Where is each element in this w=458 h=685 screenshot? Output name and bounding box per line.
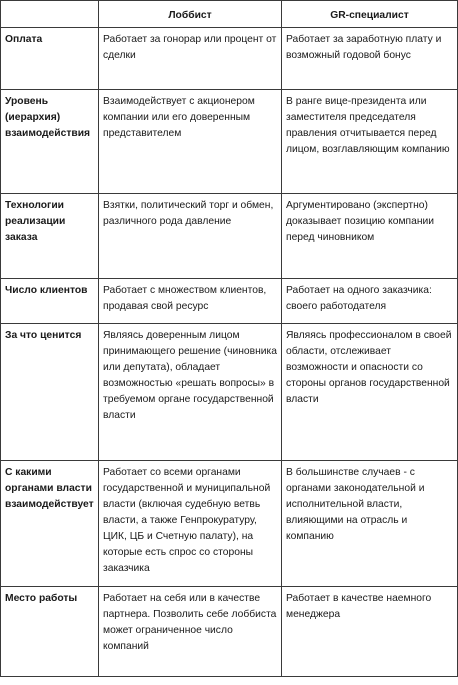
row-label: Место работы [1, 587, 99, 677]
table-row-clients [1, 279, 458, 324]
lobbyist-cell: Взятки, политический торг и обмен, различного рода давление [99, 194, 282, 279]
row-label: Уровень (иерархия) взаимодействия [1, 90, 99, 194]
lobbyist-cell: Работает на себя или в качестве партнера. Позволить себе лоббиста может ограниченное число компаний [99, 587, 282, 677]
gr-cell: Работает на одного заказчика: своего работодателя [282, 279, 458, 324]
gr-cell: Работает за заработную плату и возможный годовой бонус [282, 28, 458, 90]
table-row-hierarchy [1, 90, 458, 194]
gr-cell: В ранге вице-президента или заместителя председателя правления отчитывается перед лицом, возглавляющим компанию [282, 90, 458, 194]
row-label: Число клиентов [1, 279, 99, 324]
lobbyist-cell: Работает с множеством клиентов, продавая свой ресурс [99, 279, 282, 324]
lobbyist-cell: Работает за гонорар или процент от сделки [99, 28, 282, 90]
lobbyist-cell: Взаимодействует с акционером компании или его доверенным представителем [99, 90, 282, 194]
table-row-technologies [1, 194, 458, 279]
header-row [1, 1, 458, 28]
gr-cell: Аргументировано (экспертно) доказывает позицию компании перед чиновником [282, 194, 458, 279]
row-label: За что ценится [1, 324, 99, 461]
table-row-workplace [1, 587, 458, 677]
row-label: Оплата [1, 28, 99, 90]
header-lobbyist: Лоббист [99, 1, 282, 28]
table-row-authorities [1, 461, 458, 587]
gr-cell: В большинстве случаев - с органами законодательной и исполнительной власти, влияющими на отрасль и компанию [282, 461, 458, 587]
gr-cell: Являясь профессионалом в своей области, отслеживает возможности и опасности со стороны органов государственной власти [282, 324, 458, 461]
header-gr-specialist: GR-специалист [282, 1, 458, 28]
row-label: Технологии реализации заказа [1, 194, 99, 279]
gr-cell: Работает в качестве наемного менеджера [282, 587, 458, 677]
header-empty-cell [1, 1, 99, 28]
table-row-value [1, 324, 458, 461]
lobbyist-cell: Являясь доверенным лицом принимающего решение (чиновника или депутата), обладает возможностью «решать вопросы» в требуемом органе государственной власти [99, 324, 282, 461]
lobbyist-cell: Работает со всеми органами государственной и муниципальной власти (включая судебную ветвь власти, а также Генпрокуратуру, ЦИК, ЦБ и Счетную палату), на которые есть спрос со стороны заказчика [99, 461, 282, 587]
table-row-payment [1, 28, 458, 90]
row-label: С какими органами власти взаимодействует [1, 461, 99, 587]
